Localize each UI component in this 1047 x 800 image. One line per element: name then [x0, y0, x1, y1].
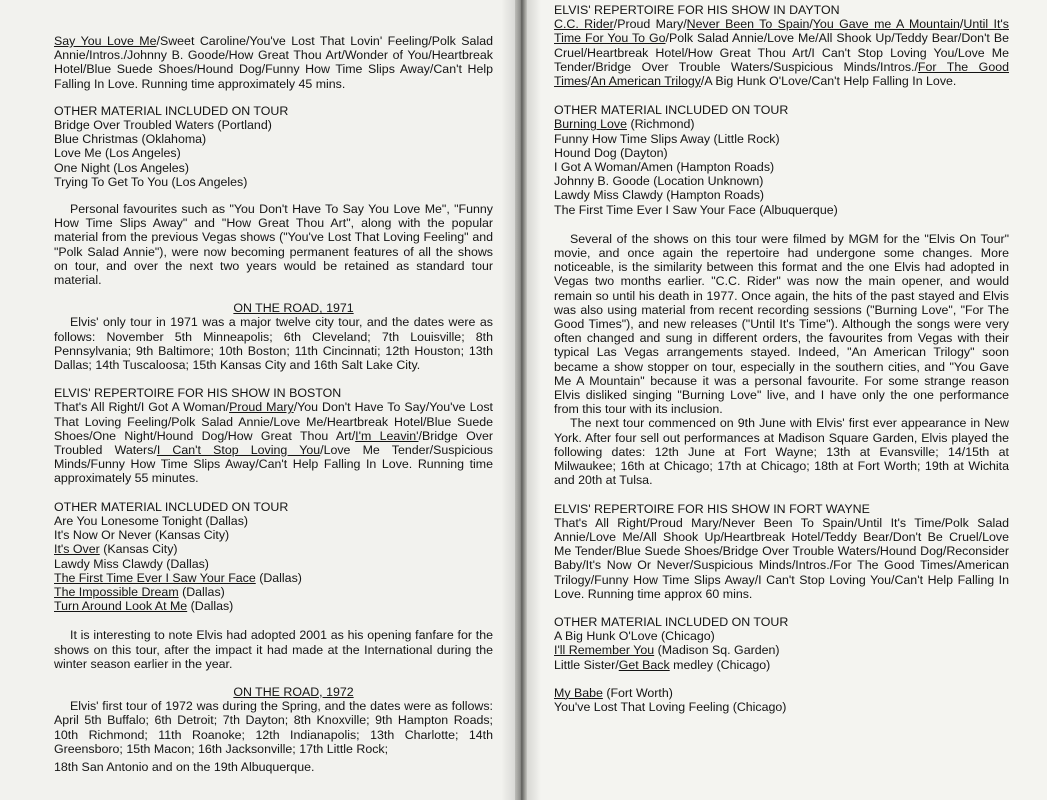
paragraph: Several of the shows on this tour were filmed by MGM for the "Elvis On Tour" movie, and once again the repertoire had undergone some changes. More noticeable, is the similarity between this format and the one Elvis had adopted in Vegas two months earlier. "C.C. Rider" was now the main opener, and would remain so until his death in 1977. Once again, the hits of the past stayed and Elvis was also using material from recent recording sessions ("Burning Love", "For The Good Times"), and new releases ("Until It's Time"). Although the songs were very often changed and sung in different orders, the favourites from Vegas with their typical Las Vegas arrangements stayed. Indeed, "An American Trilogy" soon became a show stopper on tour, especially in the southern cities, and "You Gave Me A Mountain" because it was a personal favourite. For some strange reason Elvis disliked singing "Burning Love" live, and I have only the one performance from this tour with its inclusion.	[554, 231, 1009, 417]
repertoire-text: That's All Right/I Got A Woman/Proud Mary/You Don't Have To Say/You've Lost That Loving Feeling/Polk Salad Annie/Love Me/Heartbreak Hotel/Blue Suede Shoes/One Night/Hound Dog/How Great Thou Art/I'm Leavin'/Bridge Over Troubled Waters/I Can't Stop Loving You/Love Me Tender/Suspicious Minds/Funny How Time Slips Away/Can't Help Falling In Love. Running time approximately 55 minutes.	[54, 400, 494, 486]
list-item: Johnny B. Goode (Location Unknown)	[554, 174, 764, 189]
book-gutter	[515, 0, 527, 800]
section-heading: OTHER MATERIAL INCLUDED ON TOUR	[54, 499, 289, 514]
repertoire-text: That's All Right/Proud Mary/Never Been To Spain/Until It's Time/Polk Salad Annie/Love Me/All Shook Up/Heartbreak Hotel/Teddy Bear/Don't Be Cruel/Love Me Tender/Blue Suede Shoes/Bridge Over Trouble Waters/Hound Dog/Reconsider Baby/It's Now Or Never/Suspicious Minds/Intros./For The Good Times/American Trilogy/Funny How Time Slips Away/I Can't Stop Loving You/Can't Help Falling In Love. Running time approx 60 mins.	[554, 515, 1009, 601]
list-item: Turn Around Look At Me (Dallas)	[54, 599, 234, 614]
list-item: Lawdy Miss Clawdy (Dallas)	[54, 556, 209, 571]
fort-wayne-repertoire-section	[554, 502, 1009, 601]
list-item: Blue Christmas (Oklahoma)	[54, 132, 207, 147]
dayton-repertoire-section	[554, 3, 1009, 88]
list-item: One Night (Los Angeles)	[54, 160, 189, 175]
other-material-section	[54, 104, 493, 189]
list-item: I Got A Woman/Amen (Hampton Roads)	[554, 160, 775, 175]
right-page	[527, 0, 1047, 800]
paragraph: Elvis' first tour of 1972 was during the Spring, and the dates were as follows: April 5th Buffalo; 6th Detroit; 7th Dayton; 8th Knoxville; 9th Hampton Roads; 10th Richmond; 11th Roanoke; 12th Indianapolis; 13th Charlotte; 14th Greensboro; 15th Macon; 16th Jacksonville; 17th Little Rock;	[54, 699, 493, 756]
list-item: I'll Remember You (Madison Sq. Garden)	[554, 643, 780, 658]
list-item: A Big Hunk O'Love (Chicago)	[554, 629, 715, 644]
song-title: Say You Love Me	[54, 34, 157, 48]
boston-repertoire-section	[54, 386, 493, 485]
list-item: Lawdy Miss Clawdy (Hampton Roads)	[554, 188, 765, 203]
section-heading: ON THE ROAD, 1972	[233, 684, 354, 699]
list-item: Love Me (Los Angeles)	[54, 146, 181, 161]
section-heading: OTHER MATERIAL INCLUDED ON TOUR	[554, 103, 789, 118]
list-item: Are You Lonesome Tonight (Dallas)	[54, 513, 249, 528]
paragraph: Elvis' only tour in 1971 was a major twelve city tour, and the dates were as follows: November 5th Minneapolis; 6th Cleveland; 7th Louisville; 8th Pennsylvania; 9th Baltimore; 10th Boston; 11th Cincinnati; 12th Houston; 13th Dallas; 14th Tuscaloosa; 15th Kansas City and 16th Salt Lake City.	[54, 315, 493, 373]
list-item: Hound Dog (Dayton)	[554, 145, 668, 160]
vegas-repertoire-text: Say You Love Me/Sweet Caroline/You've Lost That Lovin' Feeling/Polk Salad Annie/Intros./Johnny B. Goode/How Great Thou Art/Wonder of You/Heartbreak Hotel/Blue Suede Shoes/Hound Dog/Funny How Time Slips Away/Can't Help Falling In Love. Running time approximately 45 mins.	[54, 34, 493, 91]
left-page	[0, 0, 515, 800]
list-item: Burning Love (Richmond)	[554, 117, 695, 132]
section-heading: OTHER MATERIAL INCLUDED ON TOUR	[54, 103, 289, 118]
section-heading: ELVIS' REPERTOIRE FOR HIS SHOW IN BOSTON	[54, 386, 342, 401]
other-material-section	[554, 103, 1009, 217]
section-heading: OTHER MATERIAL INCLUDED ON TOUR	[554, 614, 789, 629]
other-material-section	[554, 615, 1009, 714]
list-item: Trying To Get To You (Los Angeles)	[54, 174, 248, 189]
paragraph: Personal favourites such as "You Don't Have To Say You Love Me", "Funny How Time Slips Away" and "How Great Thou Art", along with the popular material from the previous Vegas shows ("You've Lost That Loving Feeling" and "Polk Salad Annie"), were now becoming permanent features of all the shows on tour, and over the next two years would be retained as standard tour material.	[54, 202, 493, 288]
list-item: Little Sister/Get Back medley (Chicago)	[554, 657, 771, 672]
list-item: My Babe (Fort Worth)	[554, 685, 673, 700]
paragraph: The next tour commenced on 9th June with Elvis' first ever appearance in New York. After four sell out performances at Madison Square Garden, Elvis played the following dates: 12th June at Fort Wayne; 13th at Evansville; 14/15th at Milwaukee; 16th at Chicago; 17th at Chicago; 18th at Fort Worth; 19th at Wichita and 20th at Tulsa.	[554, 416, 1009, 488]
section-heading: ELVIS' REPERTOIRE FOR HIS SHOW IN FORT WAYNE	[554, 501, 870, 516]
list-item: The First Time Ever I Saw Your Face (Albuquerque)	[554, 202, 838, 217]
paragraph: It is interesting to note Elvis had adopted 2001 as his opening fanfare for the shows on this tour, after the impact it had made at the International during the winter season earlier in the year.	[54, 628, 493, 671]
repertoire-text: C.C. Rider/Proud Mary/Never Been To Spain/You Gave me A Mountain/Until It's Time For You To Go/Polk Salad Annie/Love Me/All Shook Up/Teddy Bear/Don't Be Cruel/Heartbreak Hotel/How Great Thou Art/I Can't Stop Loving You/Love Me Tender/Bridge Over Trouble Waters/Suspicious Minds/Intros./For The Good Times/An American Trilogy/A Big Hunk O'Love/Can't Help Falling In Love.	[554, 17, 1009, 89]
list-item: The Impossible Dream (Dallas)	[54, 584, 225, 599]
list-item: The First Time Ever I Saw Your Face (Dallas)	[54, 570, 302, 585]
list-item: It's Over (Kansas City)	[54, 542, 178, 557]
list-item: Bridge Over Troubled Waters (Portland)	[54, 118, 272, 133]
list-item: You've Lost That Loving Feeling (Chicago)	[554, 699, 787, 714]
list-item: It's Now Or Never (Kansas City)	[54, 528, 230, 543]
section-heading: ON THE ROAD, 1971	[233, 301, 354, 316]
section-heading: ELVIS' REPERTOIRE FOR HIS SHOW IN DAYTON	[554, 3, 840, 17]
paragraph-end: 18th San Antonio and on the 19th Albuquerque.	[54, 759, 315, 774]
other-material-section	[54, 500, 493, 614]
list-item: Funny How Time Slips Away (Little Rock)	[554, 131, 780, 146]
